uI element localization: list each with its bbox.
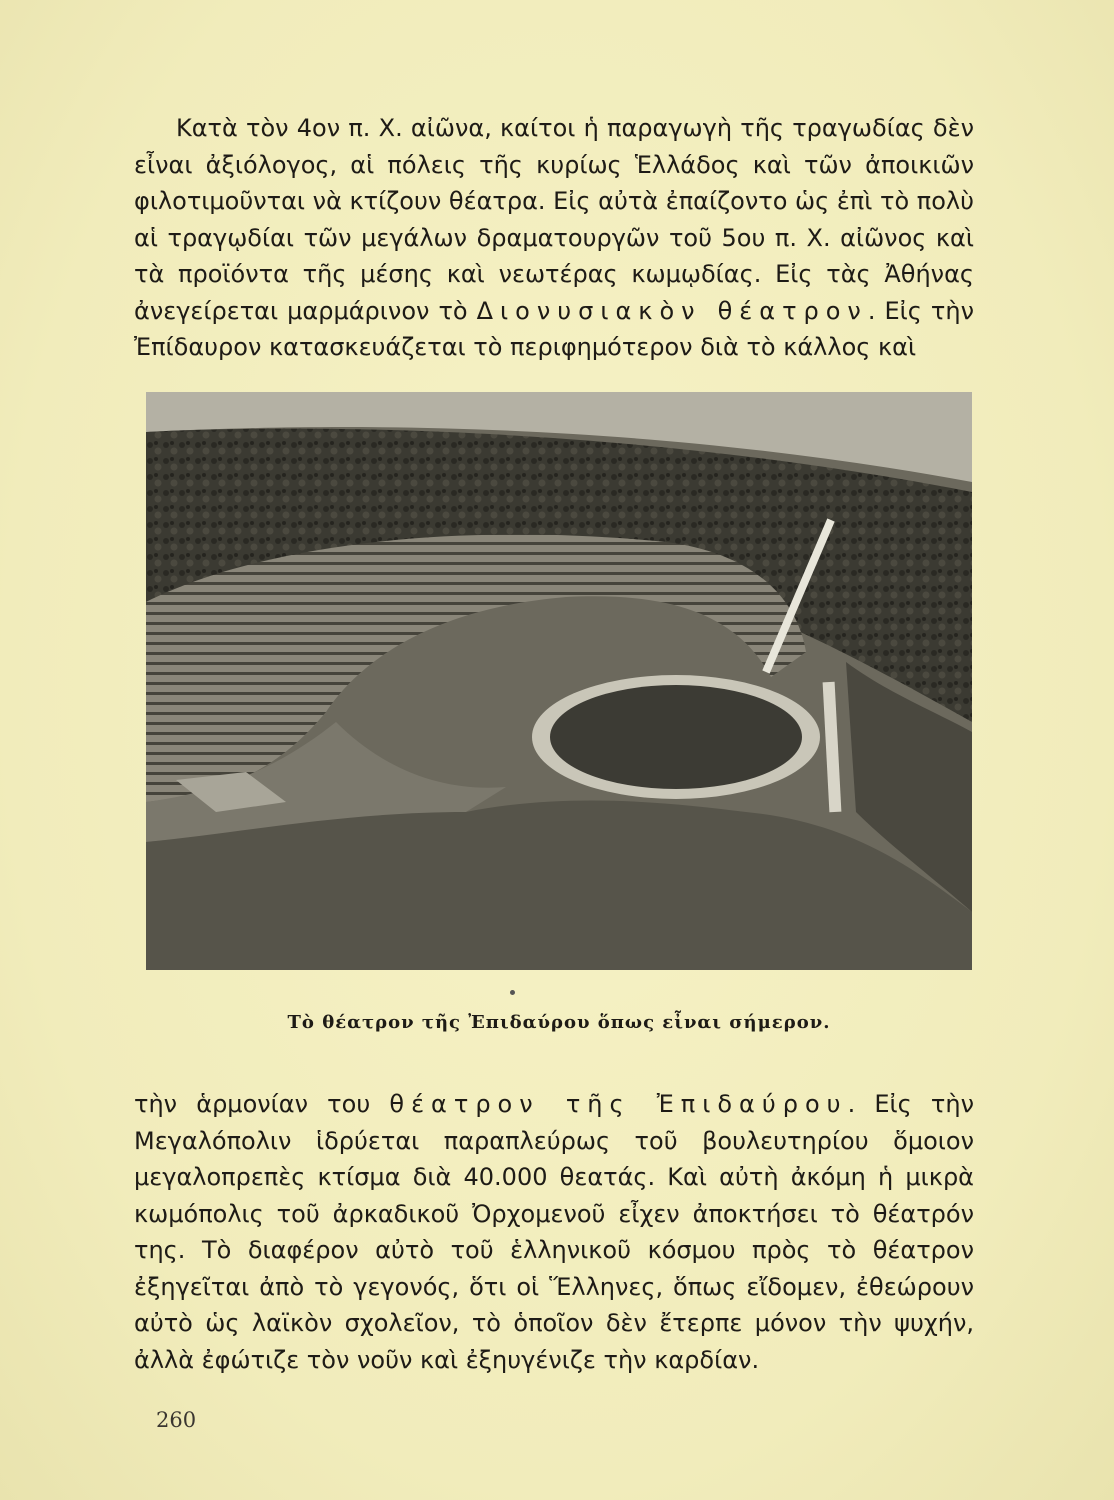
theatre-illustration: [146, 392, 972, 970]
epidaurus-theatre-photo: [146, 392, 972, 970]
paragraph-top: [134, 110, 974, 366]
figure-caption: Τὸ θέατρον τῆς Ἐπιδαύρου ὅπως εἶναι σήμερον.: [287, 1012, 831, 1033]
paragraph-top-text-1: Κατὰ τὸν 4ον π. Χ. αἰῶνα, καίτοι ἡ παραγωγὴ τῆς τραγωδίας δὲν εἶναι ἀξιόλογος, αἱ πόλεις τῆς κυρίως Ἑλλάδος καὶ τῶν ἀποικιῶν φιλοτιμοῦνται νὰ κτίζουν θέατρα. Εἰς αὐτὰ ἐπαίζοντο ὡς ἐπὶ τὸ πολὺ αἱ τραγῳδίαι τῶν μεγάλων δραματουργῶν τοῦ 5ου π. Χ. αἰῶνος καὶ τὰ προϊόντα τῆς μέσης καὶ νεωτέρας κωμῳδίας. Εἰς τὰς Ἀθήνας ἀνεγείρεται μαρμάρινον τὸ: [134, 114, 974, 325]
paragraph-top-text-2: . Εἰς τὴν Ἐπίδαυρον κατασκευάζεται τὸ περιφημότερον διὰ τὸ κάλλος καὶ: [134, 296, 975, 361]
paragraph-bottom-text-1: τὴν ἁρμονίαν του: [134, 1090, 371, 1118]
orchestra-floor: [550, 685, 802, 789]
paragraph-bottom: [134, 1086, 974, 1378]
paragraph-bottom-emphasis: θέατρον τῆς Ἐπιδαύρου: [389, 1090, 848, 1118]
print-speck: [510, 990, 515, 995]
paragraph-bottom-text-2: . Εἰς τὴν Μεγαλόπολιν ἱδρύεται παραπλεύρως τοῦ βουλευτηρίου ὅμοιον μεγαλοπρεπὲς κτίσμα διὰ 40.000 θεατάς. Καὶ αὐτὴ ἀκόμη ἡ μικρὰ κωμόπολις τοῦ ἀρκαδικοῦ Ὀρχομενοῦ εἶχεν ἀποκτήσει τὸ θέατρόν της. Τὸ διαφέρον αὐτὸ τοῦ ἑλληνικοῦ κόσμου πρὸς τὸ θέατρον ἐξηγεῖται ἀπὸ τὸ γεγονός, ὅτι οἱ Ἕλληνες, ὅπως εἴδομεν, ἐθεώρουν αὐτὸ ὡς λαϊκὸν σχολεῖον, τὸ ὁποῖον δὲν ἔτερπε μόνον τὴν ψυχήν, ἀλλὰ ἐφώτιζε τὸν νοῦν καὶ ἐξηυγένιζε τὴν καρδίαν.: [134, 1090, 974, 1374]
paragraph-top-emphasis: Διονυσιακὸν θέατρον: [476, 296, 868, 325]
page-number: 260: [156, 1408, 197, 1432]
